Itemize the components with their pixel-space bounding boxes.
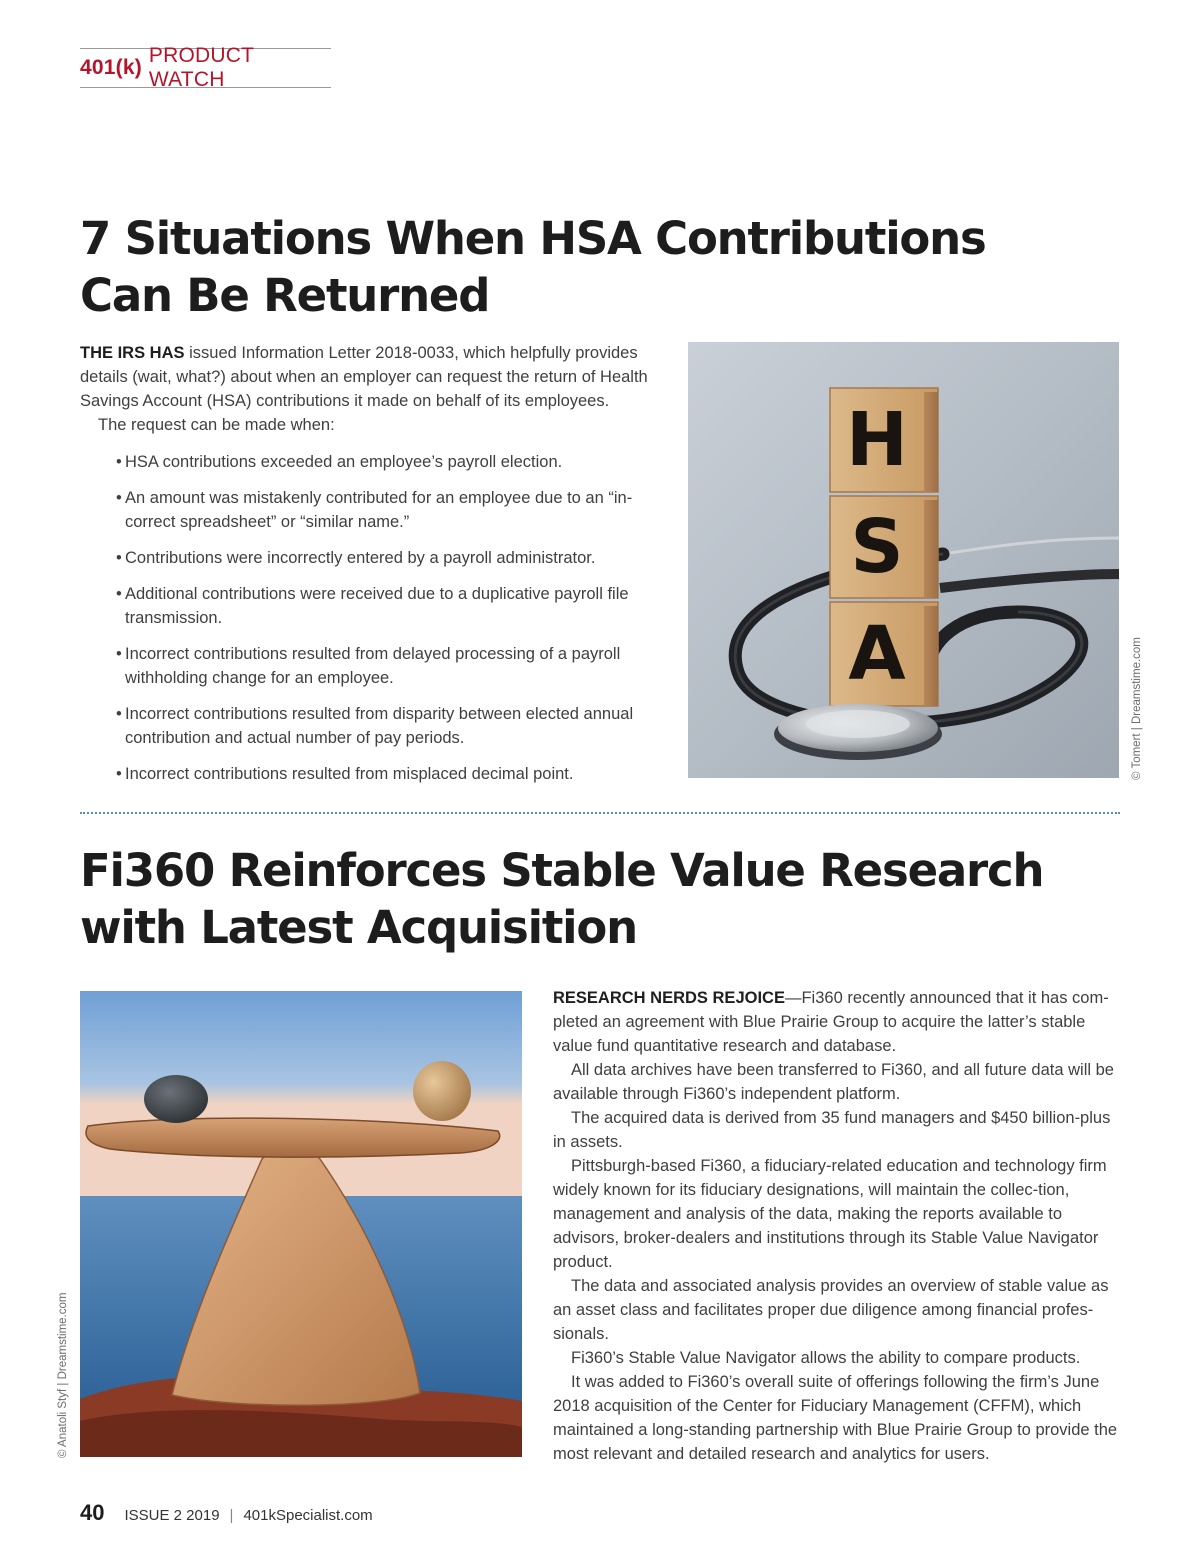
page-footer <box>80 1500 373 1526</box>
section-divider <box>80 812 1120 814</box>
article-2-paragraph: It was added to Fi360’s overall suite of offerings following the firm’s June 2018 acquisition of the Center for Fiduciary Management (CFFM), which maintained a long-standing partnership with Blue Prairie Group to provide the most relevant and detailed research and analytics for users. <box>553 1373 1118 1463</box>
article-1-intro <box>80 341 665 413</box>
article-2-paragraph <box>553 986 1123 1058</box>
article-1-body <box>80 341 665 798</box>
article-2-paragraph: Pittsburgh-based Fi360, a fiduciary-related education and technology firm widely known for its fiduciary designations, will maintain the collec-tion, management and analysis of the data, making the reports available to advisors, broker-dealers and institutions through its Stable Value Navigator product. <box>553 1157 1107 1271</box>
article-1-bullet-list <box>80 450 665 786</box>
article-1-lead: THE IRS HAS <box>80 344 185 362</box>
article-2-paragraph: The acquired data is derived from 35 fund managers and $450 billion-plus in assets. <box>553 1109 1111 1151</box>
article-2-paragraph: All data archives have been transferred to Fi360, and all future data will be available through Fi360’s independent platform. <box>553 1061 1114 1103</box>
article-2-headline-line-2: with Latest Acquisition <box>80 901 637 954</box>
footer-separator: | <box>229 1507 234 1524</box>
section-tag <box>80 44 331 91</box>
page-number: 40 <box>80 1500 105 1525</box>
article-2-lead: RESEARCH NERDS REJOICE <box>553 989 785 1007</box>
balanced-stones-illustration <box>80 991 522 1457</box>
bullet-item: • HSA contributions exceeded an employee’s payroll election. <box>116 450 665 474</box>
article-2-paragraph: Fi360’s Stable Value Navigator allows the ability to compare products. <box>571 1349 1081 1367</box>
article-1-headline <box>80 210 986 324</box>
article-1-intro-text: issued Information Letter 2018-0033, which helpfully provides details (wait, what?) about when an employer can request the return of Health Savings Account (HSA) contributions it made on behalf of its employees. <box>80 344 648 410</box>
balanced-stones-photo <box>80 991 522 1457</box>
hsa-blocks-photo <box>688 342 1119 778</box>
article-2-body <box>553 986 1123 1466</box>
article-2-paragraph-text: —Fi360 recently announced that it has com-pleted an agreement with Blue Prairie Group to acquire the latter’s stable value fund quantitative research and database. <box>553 989 1109 1055</box>
bullet-item: • Additional contributions were received due to a duplicative payroll file transmission. <box>116 582 665 630</box>
bullet-item: • Incorrect contributions resulted from delayed processing of a payroll withholding change for an employee. <box>116 642 665 690</box>
article-2-headline <box>80 842 1043 956</box>
block-letter-s: S <box>850 504 904 590</box>
bullet-item: • Incorrect contributions resulted from misplaced decimal point. <box>116 762 665 786</box>
article-1-photo-credit: © Tomert | Dreamstime.com <box>1131 637 1143 780</box>
section-tag-bold: 401(k) <box>80 56 142 79</box>
bullet-item: • Incorrect contributions resulted from disparity between elected annual contribution and actual number of pay periods. <box>116 702 665 750</box>
bullet-item: • An amount was mistakenly contributed for an employee due to an “in-correct spreadsheet” or “similar name.” <box>116 486 665 534</box>
site-link[interactable]: 401kSpecialist.com <box>243 1507 373 1524</box>
article-2-headline-line-1: Fi360 Reinforces Stable Value Research <box>80 844 1044 897</box>
bullet-item: • Contributions were incorrectly entered by a payroll administrator. <box>116 546 665 570</box>
block-letter-h: H <box>846 397 908 483</box>
article-2-photo-credit: © Anatoli Styf | Dreamstime.com <box>57 1292 69 1458</box>
block-letter-a: A <box>848 611 906 697</box>
section-tag-label: PRODUCT WATCH <box>148 44 254 91</box>
article-1-headline-line-2: Can Be Returned <box>80 269 490 322</box>
article-1-headline-line-1: 7 Situations When HSA Contributions <box>80 212 986 265</box>
issue-label: ISSUE 2 2019 <box>124 1507 220 1524</box>
article-2-paragraph: The data and associated analysis provides an overview of stable value as an asset class and facilitates proper due diligence among financial profes-sionals. <box>553 1277 1109 1343</box>
article-1-request-line: The request can be made when: <box>98 416 335 434</box>
